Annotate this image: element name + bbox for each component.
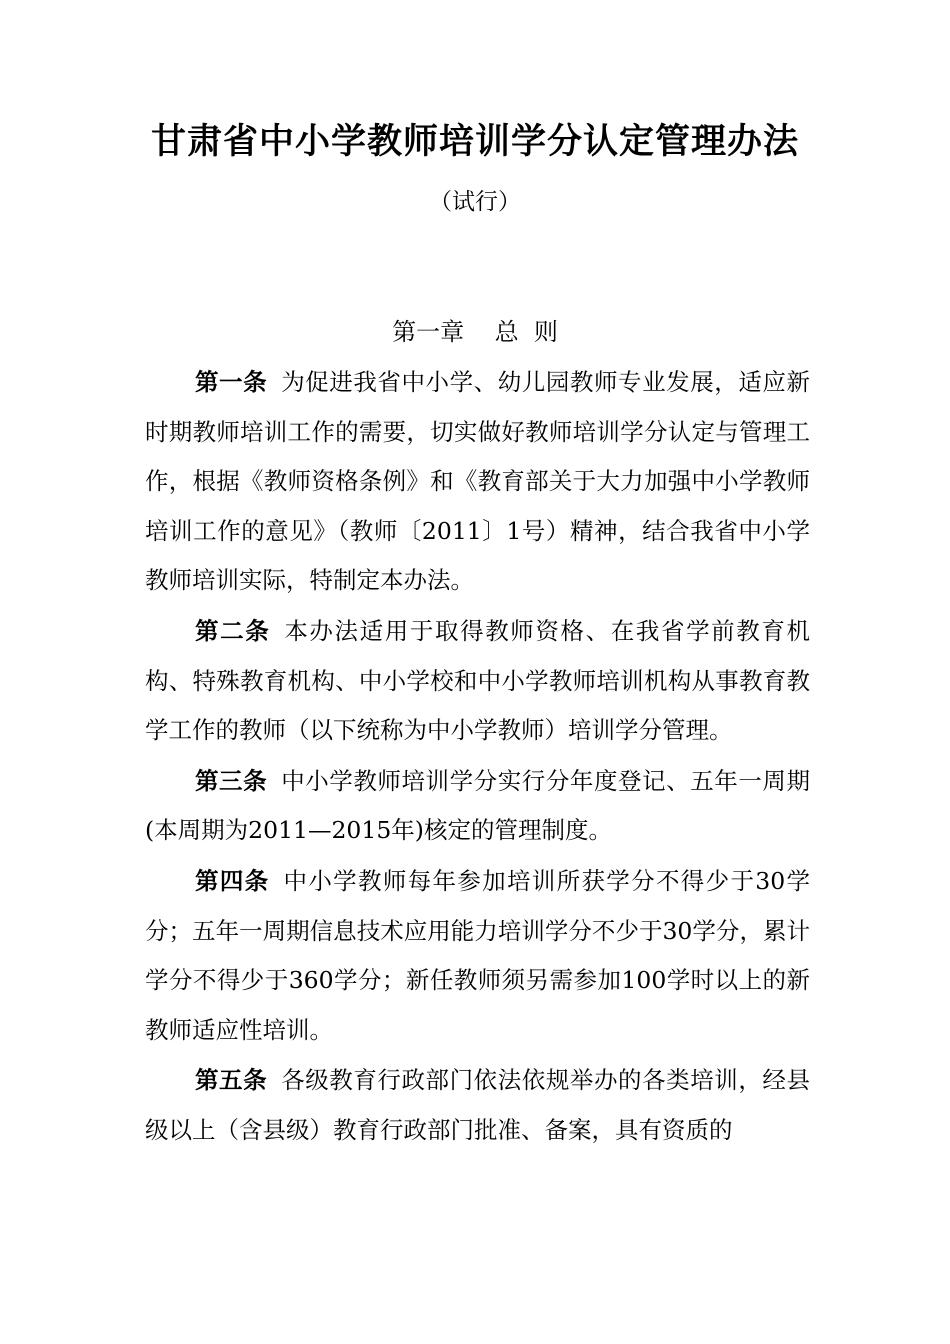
article-text: 本办法适用于取得教师资格、在我省学前教育机构、特殊教育机构、中小学校和中小学教师培训机构从事教育教学工作的教师（以下统称为中小学教师）培训学分管理。: [145, 616, 811, 745]
article-text: 中小学教师培训学分实行分年度登记、五年一周期(本周期为2011—2015年)核定的管理制度。: [145, 766, 810, 845]
document-title: 甘肃省中小学教师培训学分认定管理办法: [150, 121, 799, 162]
article-paragraph: [145, 1056, 810, 1155]
article-number: 第四条: [195, 866, 270, 895]
article-paragraph: [145, 607, 810, 756]
article-text: 为促进我省中小学、幼儿园教师专业发展，适应新时期教师培训工作的需要，切实做好教师培训学分认定与管理工作，根据《教师资格条例》和《教育部关于大力加强中小学教师培训工作的意见》（教师〔2011〕1号）精神，结合我省中小学教师培训实际，特制定本办法。: [145, 368, 810, 595]
article-number: 第二条: [195, 616, 271, 645]
article-text: 中小学教师每年参加培训所获学分不得少于30学分；五年一周期信息技术应用能力培训学分不少于30学分，累计学分不得少于360学分；新任教师须另需参加100学时以上的新教师适应性培训。: [145, 866, 811, 1044]
article-number: 第五条: [195, 1066, 268, 1095]
document-subtitle: （试行）: [429, 189, 521, 215]
article-paragraph: [145, 857, 810, 1055]
document-body: [145, 358, 810, 1156]
article-number: 第三条: [195, 766, 268, 795]
article-paragraph: [145, 358, 810, 606]
chapter-heading: 第一章 总 则: [392, 318, 558, 346]
article-number: 第一条: [195, 368, 268, 396]
article-text: 各级教育行政部门依法依规举办的各类培训，经县级以上（含县级）教育行政部门批准、备案，具有资质的: [145, 1066, 810, 1144]
article-paragraph: [145, 757, 810, 856]
